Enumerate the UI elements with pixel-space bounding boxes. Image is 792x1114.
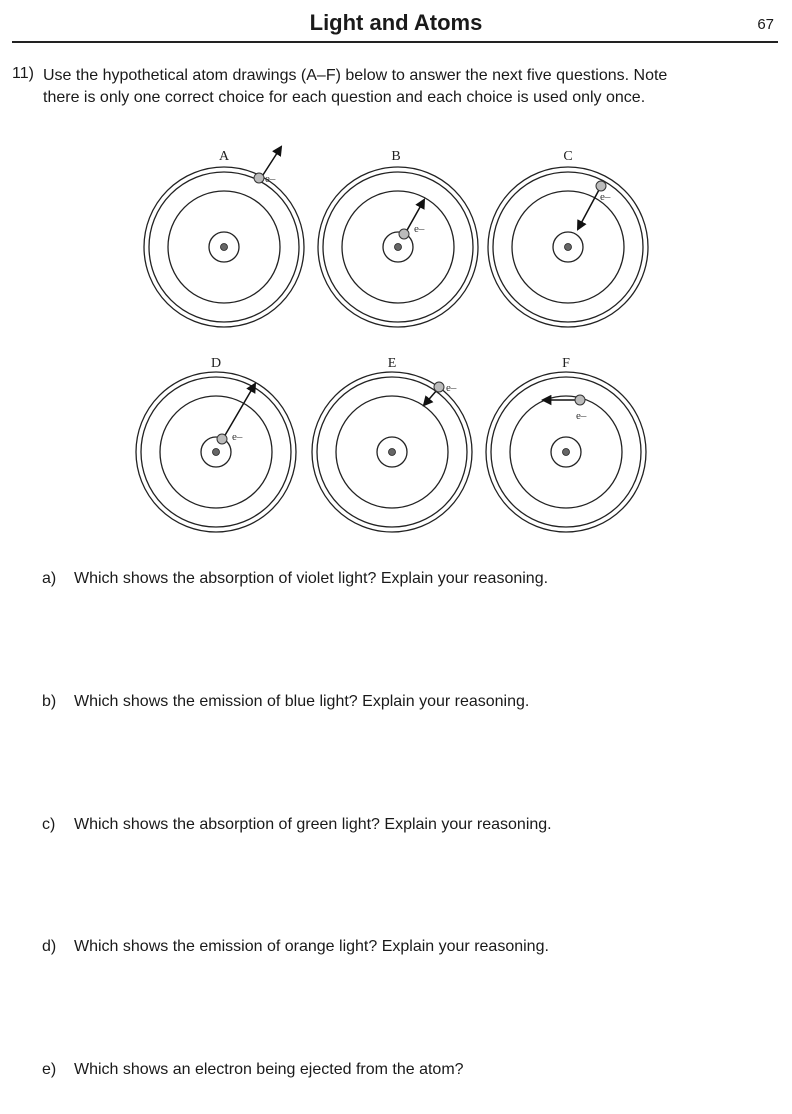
atom-label-f: F xyxy=(562,356,570,371)
page-title: Light and Atoms xyxy=(309,10,483,35)
atom-e xyxy=(312,356,472,532)
subquestion-text: Which shows the emission of blue light? Explain your reasoning. xyxy=(74,693,530,710)
page-number: 67 xyxy=(757,16,774,33)
electron-label-e: e– xyxy=(446,382,457,394)
subquestion-c xyxy=(42,816,552,834)
question-text-line-1: Use the hypothetical atom drawings (A–F) below to answer the next five questions. Note xyxy=(43,67,668,84)
atom-a xyxy=(144,147,304,327)
subquestion-letter: d) xyxy=(42,938,57,955)
electron-label-c: e– xyxy=(600,191,611,203)
atom-d xyxy=(136,356,296,532)
atom-label-e: E xyxy=(387,356,397,371)
subquestion-text: Which shows an electron being ejected from the atom? xyxy=(74,1061,464,1078)
atom-b xyxy=(318,149,478,327)
subquestion-letter: e) xyxy=(42,1061,57,1078)
atom-label-d: D xyxy=(210,356,222,371)
electron-label-b: e– xyxy=(414,223,425,235)
subquestion-letter: c) xyxy=(42,816,56,833)
question-text-line-2: there is only one correct choice for each question and each choice is used only once. xyxy=(43,89,646,106)
subquestion-e xyxy=(42,1061,464,1079)
atom-f xyxy=(486,356,646,532)
subquestion-text: Which shows the emission of orange light? Explain your reasoning. xyxy=(74,938,549,955)
question-number: 11) xyxy=(12,65,34,82)
subquestion-letter: a) xyxy=(42,570,57,587)
atom-label-c: C xyxy=(563,149,573,164)
subquestion-b xyxy=(42,693,529,711)
atom-c xyxy=(488,149,648,327)
atom-label-b: B xyxy=(391,149,401,164)
electron-label-a: e– xyxy=(265,173,276,185)
subquestion-letter: b) xyxy=(42,693,57,710)
atom-label-a: A xyxy=(218,149,230,164)
electron-label-f: e– xyxy=(576,410,587,422)
electron-label-d: e– xyxy=(232,431,243,443)
subquestion-d xyxy=(42,938,549,956)
subquestion-a xyxy=(42,570,548,588)
subquestion-text: Which shows the absorption of violet light? Explain your reasoning. xyxy=(74,570,549,587)
subquestion-text: Which shows the absorption of green light? Explain your reasoning. xyxy=(74,816,552,833)
